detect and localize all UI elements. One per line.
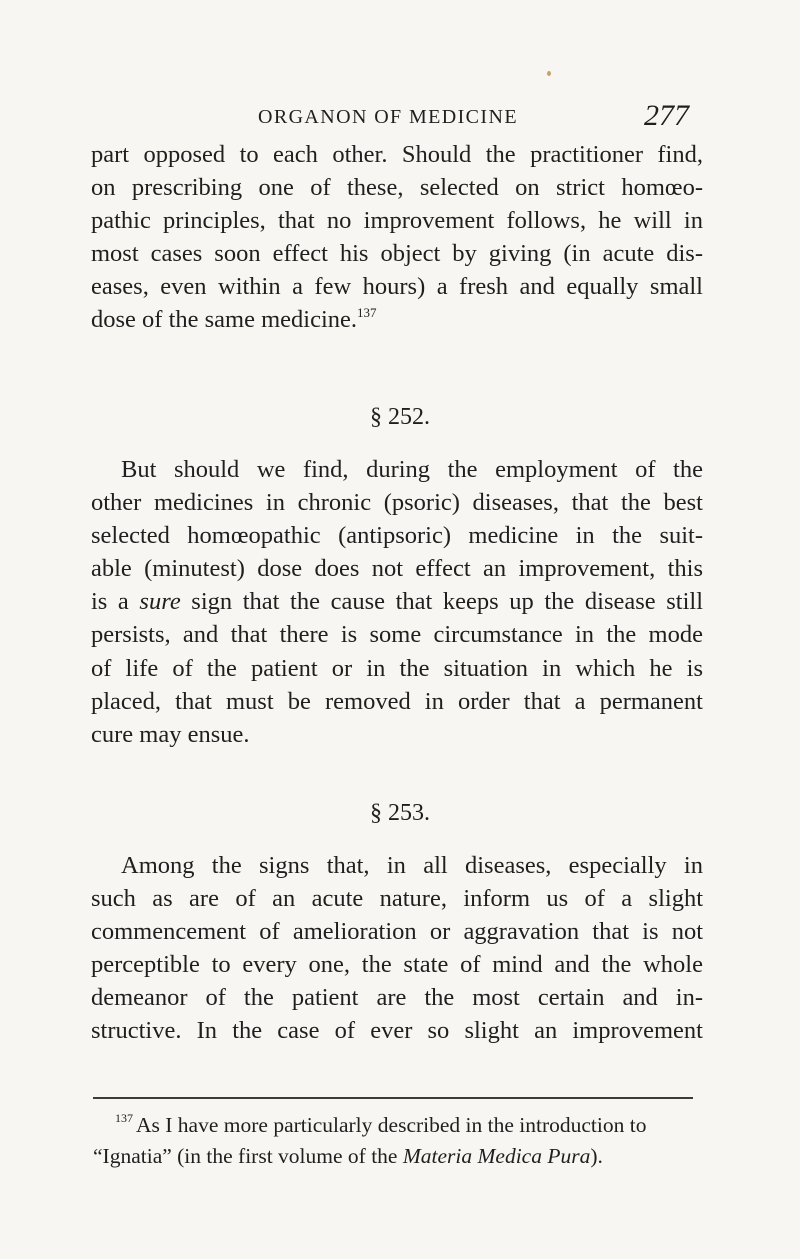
section-heading-253: § 253.: [370, 800, 430, 826]
text-line: on prescribing one of these, selected on strict homœo-: [91, 174, 703, 202]
paragraph-continued: [91, 138, 703, 337]
text-line: cure may ensue.: [91, 720, 250, 748]
footnote-number: 137: [115, 1111, 133, 1125]
text-line: able (minutest) dose does not effect an improvement, this: [91, 555, 703, 583]
text-line: such as are of an acute nature, inform us of a slight: [91, 885, 703, 913]
text-segment: is a: [91, 588, 140, 616]
text-line: other medicines in chronic (psoric) diseases, that the best: [91, 489, 703, 517]
emphasis-text: sure: [139, 588, 181, 616]
text-line: [91, 585, 703, 618]
text-line: eases, even within a few hours) a fresh and equally small: [91, 273, 703, 301]
text-line: selected homœopathic (antipsoric) medicine in the suit-: [91, 522, 703, 550]
text-line: persists, and that there is some circumstance in the mode: [91, 621, 703, 649]
text-line-content: dose of the same medicine.: [91, 306, 358, 334]
text-line: part opposed to each other. Should the practitioner find,: [91, 141, 703, 168]
footnote-line: [93, 1141, 703, 1172]
paper-speck: [547, 71, 551, 76]
footnote-line: [93, 1110, 703, 1141]
footnote-divider: [93, 1097, 693, 1099]
footnote-text: ).: [590, 1144, 603, 1168]
text-line: But should we find, during the employment of the: [121, 456, 703, 483]
footnote-text: “Ignatia” (in the first volume of the: [93, 1144, 403, 1168]
text-line: commencement of amelioration or aggravation that is not: [91, 918, 703, 946]
text-line: [91, 303, 703, 336]
text-line: most cases soon effect his object by giving (in acute dis-: [91, 240, 703, 268]
footnote-text: As I have more particularly described in the introduction to: [136, 1113, 647, 1137]
footnote-reference: 137: [357, 305, 377, 321]
text-line: Among the signs that, in all diseases, especially in: [121, 852, 703, 879]
page-number: 277: [644, 99, 689, 132]
paragraph-252: [91, 453, 703, 751]
text-segment: sign that the cause that keeps up the disease still: [180, 588, 703, 616]
footnote: [93, 1110, 703, 1172]
text-line: of life of the patient or in the situation in which he is: [91, 654, 703, 682]
section-heading-252: § 252.: [370, 404, 430, 430]
footnote-italic-title: Materia Medica Pura: [402, 1144, 591, 1168]
text-line: placed, that must be removed in order that a permanent: [91, 687, 703, 715]
text-line: structive. In the case of ever so slight an improvement: [91, 1017, 703, 1045]
running-title: ORGANON OF MEDICINE: [258, 106, 518, 128]
paragraph-253: [91, 849, 703, 1048]
text-line: demeanor of the patient are the most certain and in-: [91, 984, 703, 1012]
text-line: pathic principles, that no improvement follows, he will in: [91, 207, 703, 235]
text-line: perceptible to every one, the state of mind and the whole: [91, 951, 703, 979]
